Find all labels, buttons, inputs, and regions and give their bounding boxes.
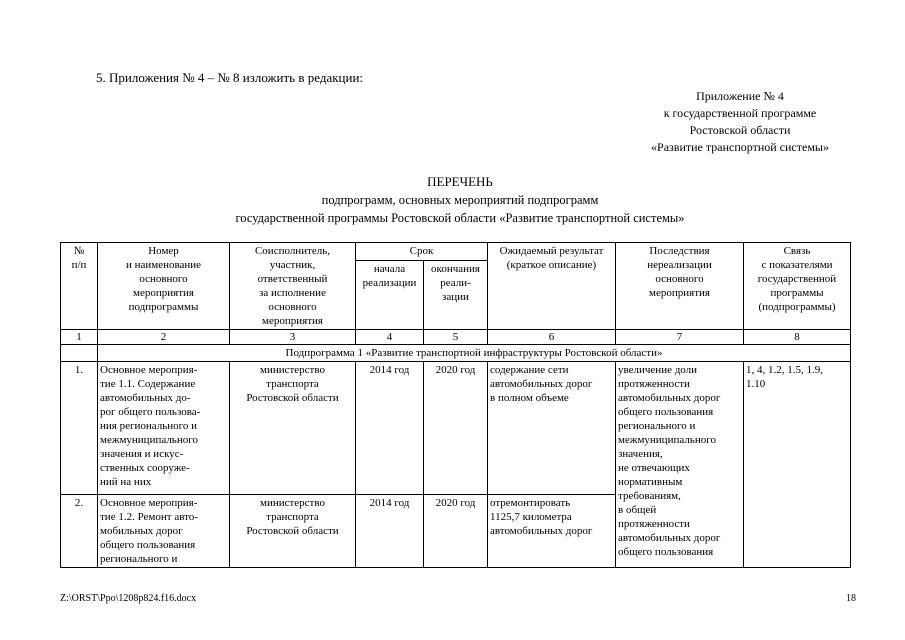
row-executor: министерство транспорта Ростовской области (230, 495, 356, 568)
header-start: начала реализации (356, 260, 424, 329)
column-number: 8 (744, 330, 851, 345)
appendix-line: «Развитие транспортной системы» (651, 140, 829, 154)
column-number: 2 (98, 330, 230, 345)
row-result: содержание сети автомобильных дорог в полном объеме (488, 362, 616, 495)
row-num: 1. (61, 362, 98, 495)
header-term: Срок (356, 243, 488, 261)
heading-subtitle: подпрограмм, основных мероприятий подпрограмм (321, 193, 599, 207)
row-end: 2020 год (424, 362, 488, 495)
column-number: 6 (488, 330, 616, 345)
header-link: Связь с показателями государственной программы (подпрограммы) (744, 243, 851, 330)
document-heading (170, 173, 750, 227)
table-row (61, 362, 851, 495)
header-end: окончания реали- зации (424, 260, 488, 329)
row-start: 2014 год (356, 362, 424, 495)
header-executor: Соисполнитель, участник, ответственный за исполнение основного мероприятия (230, 243, 356, 330)
row-result: отремонтировать 1125,7 километра автомобильных дорог (488, 495, 616, 568)
row-executor: министерство транспорта Ростовской области (230, 362, 356, 495)
header-consequence: Последствия нереализации основного мероприятия (616, 243, 744, 330)
page-number: 18 (846, 593, 856, 604)
row-end: 2020 год (424, 495, 488, 568)
appendix-line: Приложение № 4 (696, 89, 784, 103)
subprogram-title: Подпрограмма 1 «Развитие транспортной инфраструктуры Ростовской области» (98, 345, 851, 362)
intro-text: 5. Приложения № 4 – № 8 изложить в редакции: (96, 70, 364, 85)
header-name: Номер и наименование основного мероприятия подпрограммы (98, 243, 230, 330)
row-num: 2. (61, 495, 98, 568)
column-number: 4 (356, 330, 424, 345)
subprogram-empty (61, 345, 98, 362)
appendix-header (560, 88, 905, 156)
heading-subtitle: государственной программы Ростовской области «Развитие транспортной системы» (235, 211, 685, 225)
row-start: 2014 год (356, 495, 424, 568)
column-number-row (61, 330, 851, 345)
row-name: Основное мероприя- тие 1.2. Ремонт авто- мобильных дорог общего пользования регионального и (98, 495, 230, 568)
heading-title: ПЕРЕЧЕНЬ (427, 174, 493, 189)
measures-table (60, 242, 851, 568)
column-number: 1 (61, 330, 98, 345)
appendix-line: к государственной программе (663, 106, 817, 120)
header-num: № п/п (61, 243, 98, 330)
column-number: 5 (424, 330, 488, 345)
column-number: 7 (616, 330, 744, 345)
row-link: 1, 4, 1.2, 1.5, 1.9, 1.10 (744, 362, 851, 568)
appendix-line: Ростовской области (689, 123, 791, 137)
header-result: Ожидаемый результат (краткое описание) (488, 243, 616, 330)
table-header-row (61, 243, 851, 261)
row-name: Основное мероприя- тие 1.1. Содержание автомобильных до- рог общего пользова- ния регионального и межмуниципального значения и искус- ственных сооруже- ний на них (98, 362, 230, 495)
row-consequence: увеличение доли протяженности автомобильных дорог общего пользования регионального и межмуниципального значения, не отвечающих нормативным требованиям, в общей протяженности автомобильных дорог общего пользования (616, 362, 744, 568)
column-number: 3 (230, 330, 356, 345)
subprogram-row (61, 345, 851, 362)
footer-file-path: Z:\ORST\Ppo\1208p824.f16.docx (60, 593, 197, 604)
